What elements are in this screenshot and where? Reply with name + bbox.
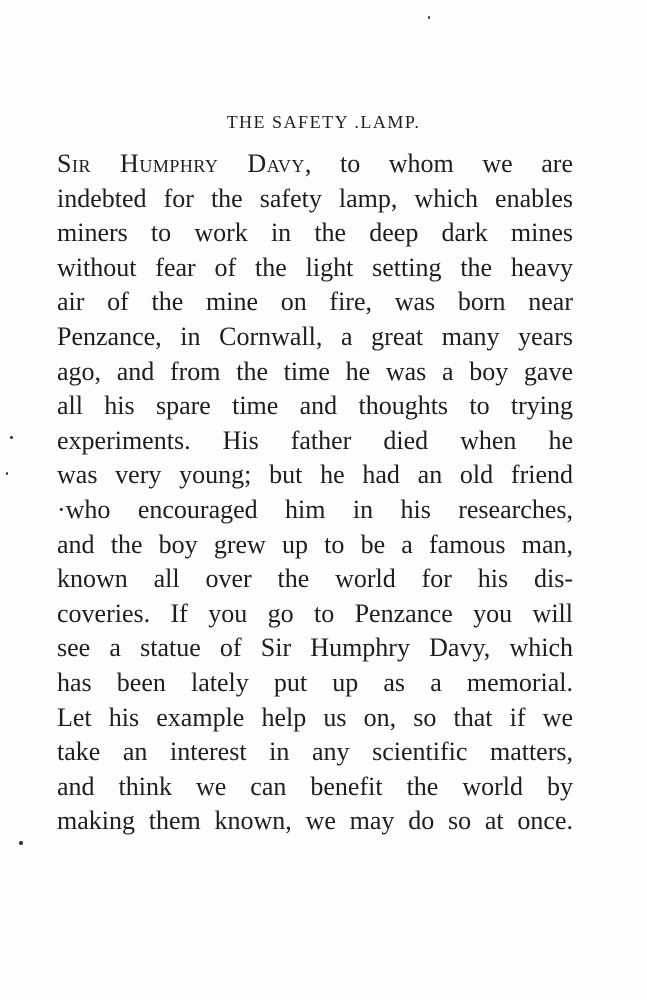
text-line-14: coveries. If you go to Penzance you will [57,598,573,628]
text-line-13: known all over the world for his dis- [57,564,573,594]
text-line-20: making them known, we may do so at once. [57,806,573,836]
text-line-1-rest: , to whom we are [304,149,574,178]
text-line-15: see a statue of Sir Humphry Davy, which [57,633,573,663]
paragraph [57,145,573,837]
text-line-10: was very young; but he had an old friend [57,460,573,490]
text-line-6: Penzance, in Cornwall, a great many years [57,321,573,351]
paper-speck [10,436,13,439]
text-line-8: all his spare time and thoughts to trying [57,391,573,421]
text-line-18: take an interest in any scientific matters, [57,737,573,767]
text-line-2: indebted for the safety lamp, which enables [57,183,573,213]
text-line-7: ago, and from the time he was a boy gave [57,356,573,386]
opening-small-caps: Sir Humphry Davy [57,149,305,178]
text-line-1 [57,145,573,180]
text-line-9: experiments. His father died when he [57,425,573,455]
page-heading: THE SAFETY .LAMP. [226,112,421,132]
text-line-3: miners to work in the deep dark mines [57,218,573,248]
text-line-17: Let his example help us on, so that if we [57,702,573,732]
text-line-19: and think we can benefit the world by [57,771,573,801]
text-line-16: has been lately put up as a memorial. [57,667,573,697]
text-line-4: without fear of the light setting the heavy [57,252,573,282]
paper-speck [428,16,430,19]
paper-speck [19,841,23,845]
text-line-5: air of the mine on fire, was born near [57,287,573,317]
text-line-12: and the boy grew up to be a famous man, [57,529,573,559]
paper-speck [6,472,8,475]
text-line-11: ·who encouraged him in his researches, [57,494,573,524]
